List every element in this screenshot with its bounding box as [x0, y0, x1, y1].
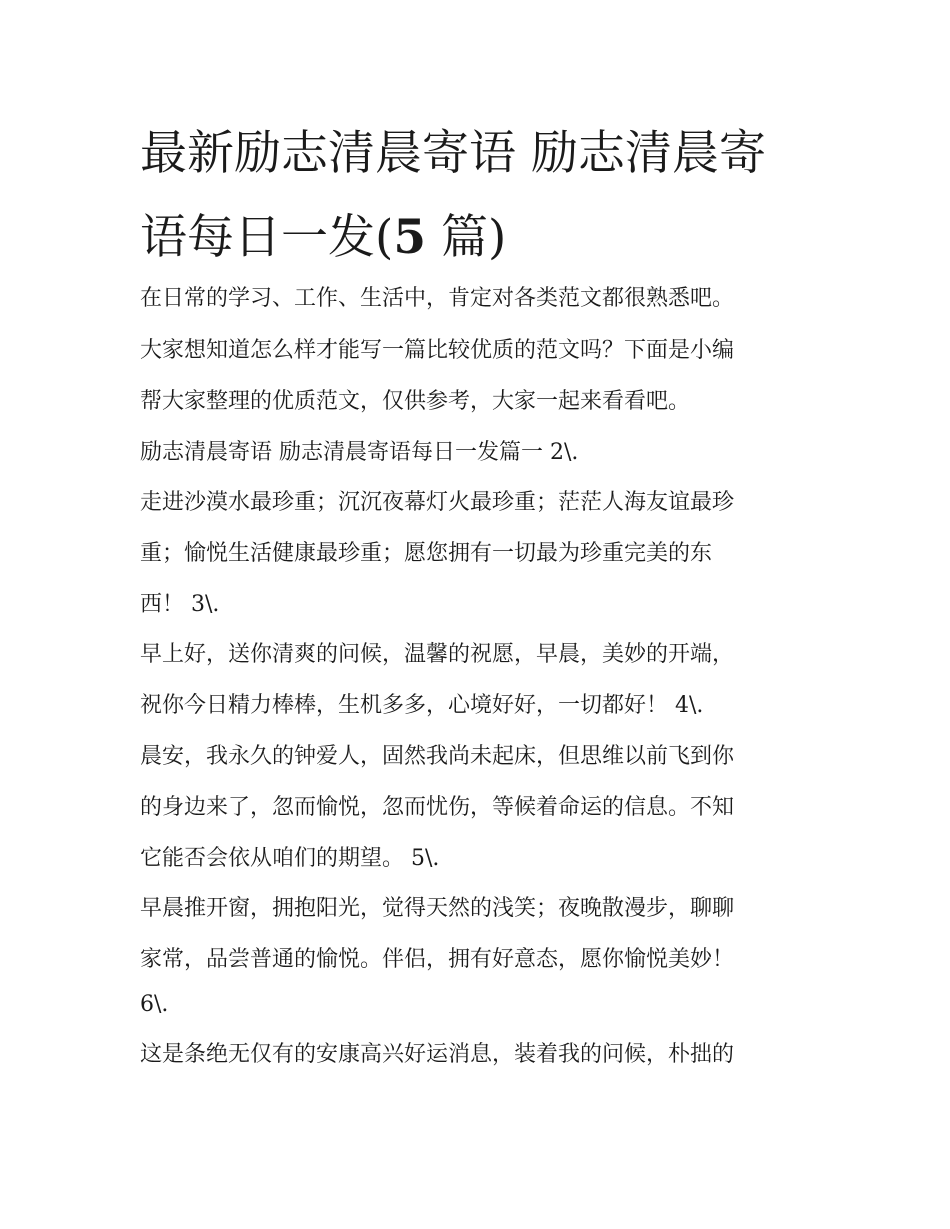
- body-line: 大家想知道怎么样才能写一篇比较优质的范文吗？下面是小编: [140, 338, 735, 363]
- body-line: 励志清晨寄语 励志清晨寄语每日一发篇一 2\.: [140, 440, 579, 465]
- document-title: [140, 112, 820, 280]
- body-line: 家常，品尝普通的愉悦。伴侣，拥有好意态，愿你愉悦美妙！: [140, 947, 735, 972]
- body-line: 它能否会依从咱们的期望。 5\.: [140, 846, 440, 871]
- body-line: 这是条绝无仅有的安康高兴好运消息，装着我的问候，朴拙的: [140, 1042, 735, 1067]
- title-line-2-prefix: 语每日一发(: [140, 210, 394, 265]
- body-line: 早晨推开窗，拥抱阳光，觉得天然的浅笑；夜晚散漫步，聊聊: [140, 896, 735, 921]
- body-line: 祝你今日精力棒棒，生机多多，心境好好，一切都好！ 4\.: [140, 693, 704, 718]
- body-line: 6\.: [140, 992, 169, 1017]
- body-line: 的身边来了，忽而愉悦，忽而忧伤，等候着命运的信息。不知: [140, 795, 735, 820]
- body-line: 走进沙漠水最珍重；沉沉夜幕灯火最珍重；茫茫人海友谊最珍: [140, 490, 735, 515]
- title-line-2-suffix: 篇): [426, 210, 507, 265]
- body-line: 早上好，送你清爽的问候，温馨的祝愿，早晨，美妙的开端，: [140, 642, 735, 667]
- body-line: 西！ 3\.: [140, 592, 220, 617]
- body-line: 在日常的学习、工作、生活中，肯定对各类范文都很熟悉吧。: [140, 286, 735, 311]
- title-line-2-number: 5: [393, 210, 427, 265]
- body-line: 晨安，我永久的钟爱人，固然我尚未起床，但思维以前飞到你: [140, 744, 735, 769]
- body-line: 帮大家整理的优质范文，仅供参考，大家一起来看看吧。: [140, 389, 691, 414]
- title-line-1: 最新励志清晨寄语 励志清晨寄: [140, 126, 766, 181]
- body-line: 重；愉悦生活健康最珍重；愿您拥有一切最为珍重完美的东: [140, 541, 713, 566]
